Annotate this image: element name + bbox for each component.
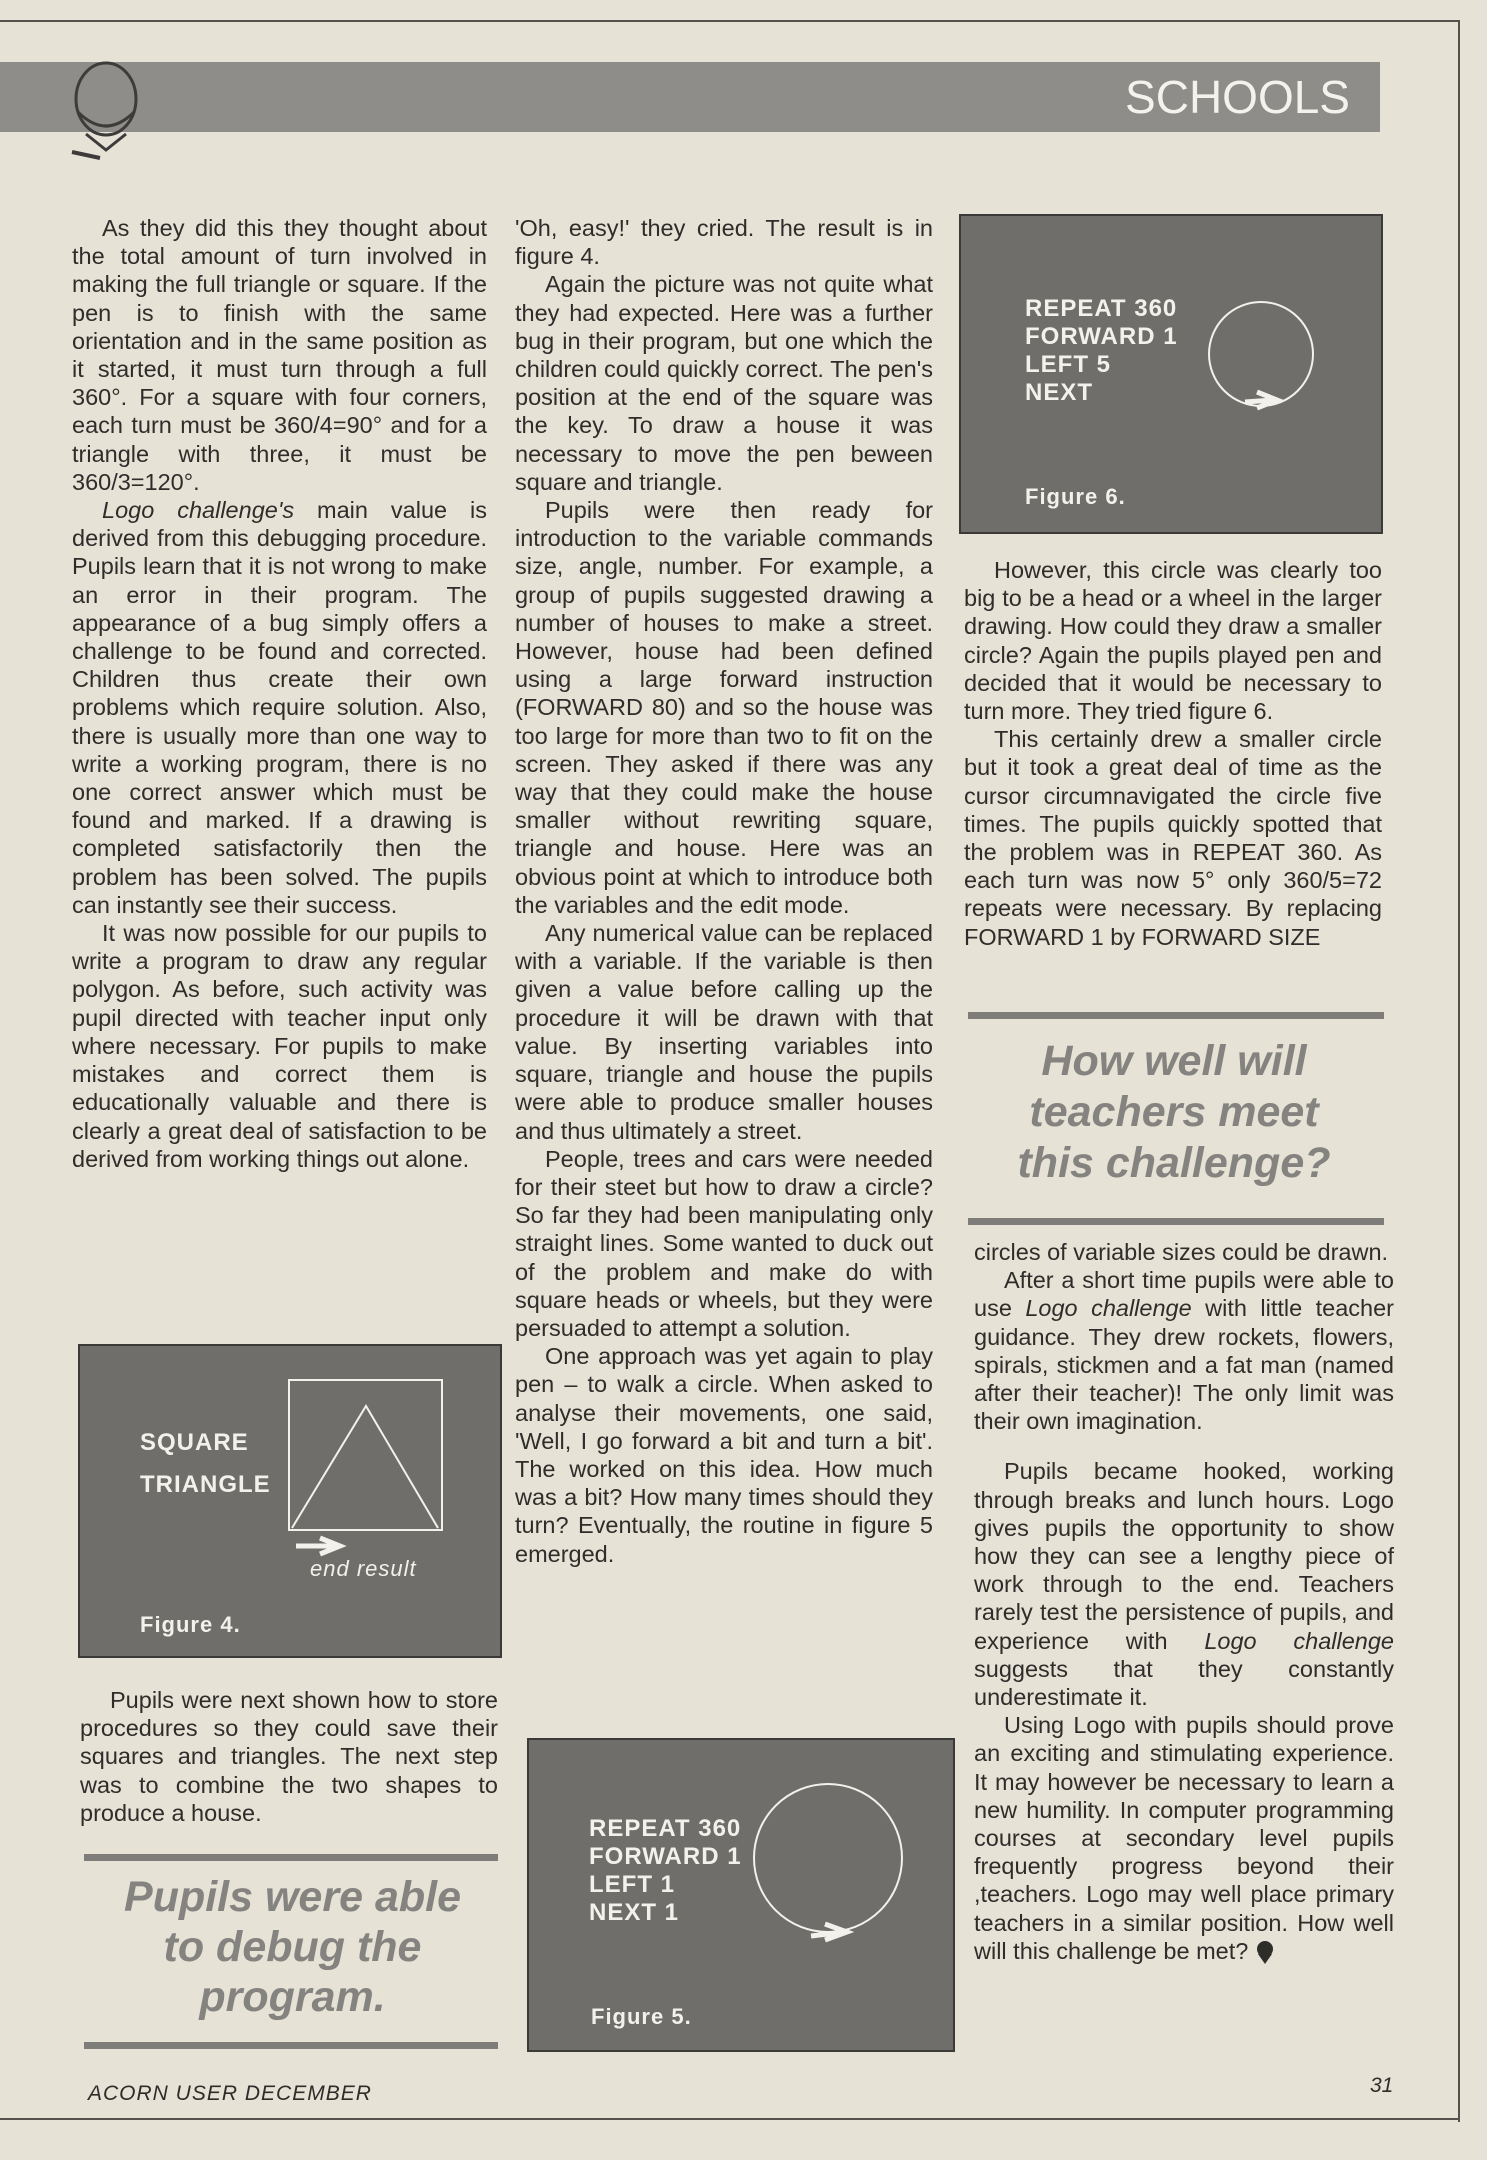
fig5-code-line: NEXT 1 [589, 1899, 680, 1926]
paragraph-text: with little teacher guidance. They drew rockets, flowers, spirals, stickmen and a fat man (named after their teacher)! The only limit was their own imagination. [974, 1295, 1395, 1435]
article-column-1-continued [80, 1686, 498, 1827]
figure-5 [527, 1738, 955, 2052]
paragraph: As they did this they thought about the total amount of turn involved in making the full triangle or square. If the pen is to finish with the same orientation and in the same position as it started, it must turn through a full 360°. For a square with four corners, each turn must be 360/4=90° and for a triangle with three, it must be 360/3=120°. [72, 215, 487, 495]
paragraph: 'Oh, easy!' they cried. The result is in figure 4. [515, 215, 933, 270]
paragraph-text: main value is derived from this debugging procedure. Pupils learn that it is not wrong to make an error in their program. The appearance of a bug simply offers a challenge to be found and corrected. Children thus create their own problems which require solution. Also, there is usually more than one way to write a working program, there is no one correct answer which must be found and marked. If a drawing is completed satisfactorily then the problem has been solved. The pupils can instantly see their success. [72, 497, 488, 918]
article-column-1 [72, 214, 487, 1173]
section-title: SCHOOLS [1125, 71, 1350, 123]
italic-title: Logo challenge's [102, 497, 295, 524]
fig5-code-line: REPEAT 360 [589, 1815, 742, 1842]
acorn-logo-icon [66, 54, 146, 164]
paragraph-text: Using Logo with pupils should prove an exciting and stimulating experience. It may however be necessary to learn a new humility. In computer programming courses at secondary level pupils frequently progress beyond their ,teachers. Logo may well place primary teachers in a similar position. How well will this challenge be met? [974, 1712, 1394, 1964]
paragraph: Any numerical value can be replaced with a variable. If the variable is then given a value before calling up the procedure it will be drawn with that value. By inserting variables into square, triangle and house the pupils were able to produce smaller houses and thus ultimately a street. [515, 920, 933, 1144]
pull-quote-line: this challenge? [1017, 1139, 1331, 1187]
fig4-caption: Figure 4. [140, 1612, 241, 1637]
paragraph: It was now possible for our pupils to write a program to draw any regular polygon. As before, such activity was pupil directed with teacher input only where necessary. For pupils to make mistakes and correct them is educationally valuable and there is clearly a great deal of satisfaction to be derived from working things out alone. [72, 920, 487, 1172]
pull-quote-line: program. [199, 1973, 386, 2021]
paragraph: circles of variable sizes could be drawn. [974, 1239, 1389, 1265]
rule [968, 1012, 1384, 1019]
paragraph: Again the picture was not quite what they had expected. Here was a further bug in their program, but one which the children could quickly correct. The pen's position at the end of the square was the key. To draw a house it was necessary to move the pen beween square and triangle. [515, 271, 933, 495]
section-banner [0, 62, 1380, 132]
pull-quote-1 [80, 1872, 505, 2022]
fig6-code-line: LEFT 5 [1025, 351, 1112, 378]
house-drawing-icon [80, 1346, 500, 1656]
article-column-3 [964, 556, 1382, 951]
fig6-code-line: FORWARD 1 [1025, 323, 1178, 350]
paragraph: This certainly drew a smaller circle but it took a great deal of time as the cursor circumnavigated the circle five times. The pupils quickly spotted that the problem was in REPEAT 360. As each turn was now 5° only 360/5=72 repeats were necessary. By replacing FORWARD 1 by FORWARD SIZE [964, 726, 1382, 950]
acorn-end-mark-icon [1255, 1940, 1275, 1966]
paragraph: People, trees and cars were needed for their steet but how to draw a circle? So far they had been manipulating only straight lines. Some wanted to duck out of the problem and make do with square heads or wheels, but they were persuaded to attempt a solution. [515, 1145, 933, 1341]
fig6-code-line: REPEAT 360 [1025, 295, 1178, 322]
figure-6 [959, 214, 1383, 534]
pull-quote-line: teachers meet [1029, 1088, 1319, 1136]
footer-publication: ACORN USER DECEMBER [88, 2082, 372, 2105]
page-frame-bottom [0, 2118, 1460, 2120]
paragraph-text: Pupils became hooked, working through breaks and lunch hours. Logo gives pupils the opportunity to show how they can see a lengthy piece of work through to the end. Teachers rarely test the persistence of pupils, and experience with [974, 1458, 1394, 1654]
article-column-4 [974, 1238, 1394, 1966]
pull-quote-line: How well will [1041, 1037, 1307, 1085]
italic-title: Logo challenge [1204, 1627, 1394, 1654]
fig5-caption: Figure 5. [591, 2004, 692, 2029]
fig6-code-line: NEXT [1025, 379, 1094, 406]
paragraph: However, this circle was clearly too big to be a head or a wheel in the larger drawing. How could they draw a smaller circle? Again the pupils played pen and decided that it would be necessary to turn more. They tried figure 6. [964, 557, 1382, 725]
fig5-code-line: LEFT 1 [589, 1871, 676, 1898]
pull-quote-line: Pupils were able [124, 1873, 461, 1921]
paragraph-text: After a short time pupils were able to use [974, 1267, 1394, 1322]
fig4-label-triangle: TRIANGLE [140, 1471, 271, 1498]
paragraph-gap [974, 1435, 1394, 1457]
page-number: 31 [1370, 2074, 1394, 2097]
pull-quote-2 [964, 1036, 1384, 1189]
article-column-2 [515, 214, 933, 1568]
paragraph: Pupils were then ready for introduction to the variable commands size, angle, number. For example, a group of pupils suggested drawing a number of houses to make a street. However, house had been defined using a large forward instruction (FORWARD 80) and so the house was too large for more than two to fit on the screen. They asked if there was any way that they could make the house smaller without rewriting square, triangle and house. Here was an obvious point at which to introduce both the variables and the edit mode. [515, 497, 933, 918]
fig6-caption: Figure 6. [1025, 484, 1126, 509]
paragraph [974, 1457, 1394, 1711]
rule [84, 2042, 498, 2049]
rule [968, 1218, 1384, 1225]
paragraph [974, 1266, 1394, 1435]
fig4-label-square: SQUARE [140, 1429, 249, 1456]
rule [84, 1854, 498, 1861]
fig4-note: end result [310, 1556, 417, 1581]
paragraph [72, 496, 487, 919]
italic-title: Logo challenge [1025, 1295, 1192, 1322]
paragraph-text: suggests that they constantly underestimate it. [974, 1655, 1394, 1711]
figure-4 [78, 1344, 502, 1658]
pull-quote-line: to debug the [163, 1923, 422, 1971]
paragraph [974, 1711, 1394, 1965]
paragraph: One approach was yet again to play pen – to walk a circle. When asked to analyse their movements, one said, 'Well, I go forward a bit and turn a bit'. The worked on this idea. How much was a bit? How many times should they turn? Eventually, the routine in figure 5 emerged. [515, 1343, 933, 1567]
small-circle-drawing-icon [961, 216, 1381, 532]
fig5-code-line: FORWARD 1 [589, 1843, 742, 1870]
paragraph: Pupils were next shown how to store procedures so they could save their squares and triangles. The next step was to combine the two shapes to produce a house. [80, 1687, 498, 1826]
